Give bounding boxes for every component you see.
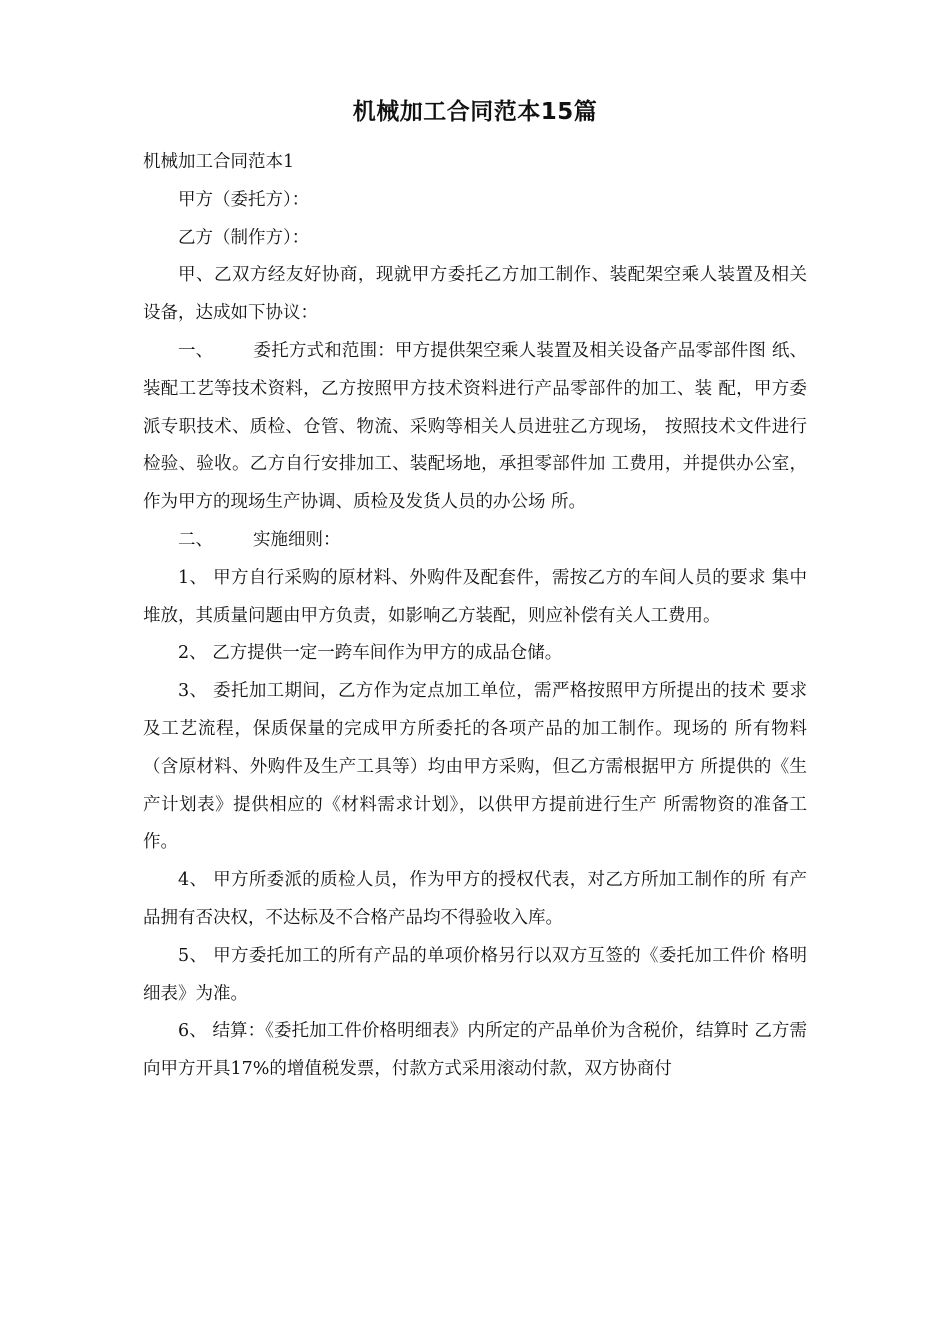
clause-1-paragraph bbox=[143, 333, 807, 522]
item-paragraph-2: 2、 乙方提供一定一跨车间作为甲方的成品仓储。 bbox=[178, 643, 563, 664]
item-paragraph-5: 5、 甲方委托加工的所有产品的单项价格另行以双方互签的《委托加工件价 格明细表》为准。 bbox=[143, 945, 807, 1004]
clause-2-paragraph bbox=[143, 522, 807, 560]
clause-1-number: 一、 bbox=[178, 340, 214, 361]
intro-paragraph: 甲、乙双方经友好协商，现就甲方委托乙方加工制作、装配架空乘人装置及相关设备，达成如下协议： bbox=[143, 265, 807, 324]
section-heading: 机械加工合同范本1 bbox=[143, 152, 295, 172]
item-paragraph-6: 6、 结算：《委托加工件价格明细表》内所定的产品单价为含税价，结算时 乙方需向甲方开具17%的增值税发票，付款方式采用滚动付款，双方协商付 bbox=[143, 1021, 807, 1080]
item-paragraph-1: 1、 甲方自行采购的原材料、外购件及配套件，需按乙方的车间人员的要求 集中堆放，其质量问题由甲方负责，如影响乙方装配，则应补偿有关人工费用。 bbox=[143, 567, 807, 626]
party-a-line: 甲方（委托方）： bbox=[178, 189, 310, 210]
document-title: 机械加工合同范本15篇 bbox=[352, 99, 598, 125]
document-body bbox=[143, 144, 807, 1089]
clause-1-text: 委托方式和范围：甲方提供架空乘人装置及相关设备产品零部件图 纸、装配工艺等技术资料，乙方按照甲方技术资料进行产品零部件的加工、装 配，甲方委派专职技术、质检、仓管、物流、采购等相关人员进驻乙方现场， 按照技术文件进行检验、验收。乙方自行安排加工、装配场地，承担零部件加 工费用，并提供办公室，作为甲方的现场生产协调、质检及发货人员的办公场 所。 bbox=[143, 340, 808, 513]
party-b-line: 乙方（制作方）： bbox=[178, 227, 310, 248]
item-paragraph-3: 3、 委托加工期间，乙方作为定点加工单位，需严格按照甲方所提出的技术 要求及工艺流程，保质保量的完成甲方所委托的各项产品的加工制作。现场的 所有物料（含原材料、外购件及生产工具等）均由甲方采购，但乙方需根据甲方 所提供的《生产计划表》提供相应的《材料需求计划》，以供甲方提前进行生产 所需物资的准备工作。 bbox=[143, 681, 807, 853]
clause-2-number: 二、 bbox=[178, 529, 213, 550]
clause-2-text: 实施细则： bbox=[253, 529, 341, 550]
item-paragraph-4: 4、 甲方所委派的质检人员，作为甲方的授权代表，对乙方所加工制作的所 有产品拥有否决权，不达标及不合格产品均不得验收入库。 bbox=[143, 870, 807, 928]
